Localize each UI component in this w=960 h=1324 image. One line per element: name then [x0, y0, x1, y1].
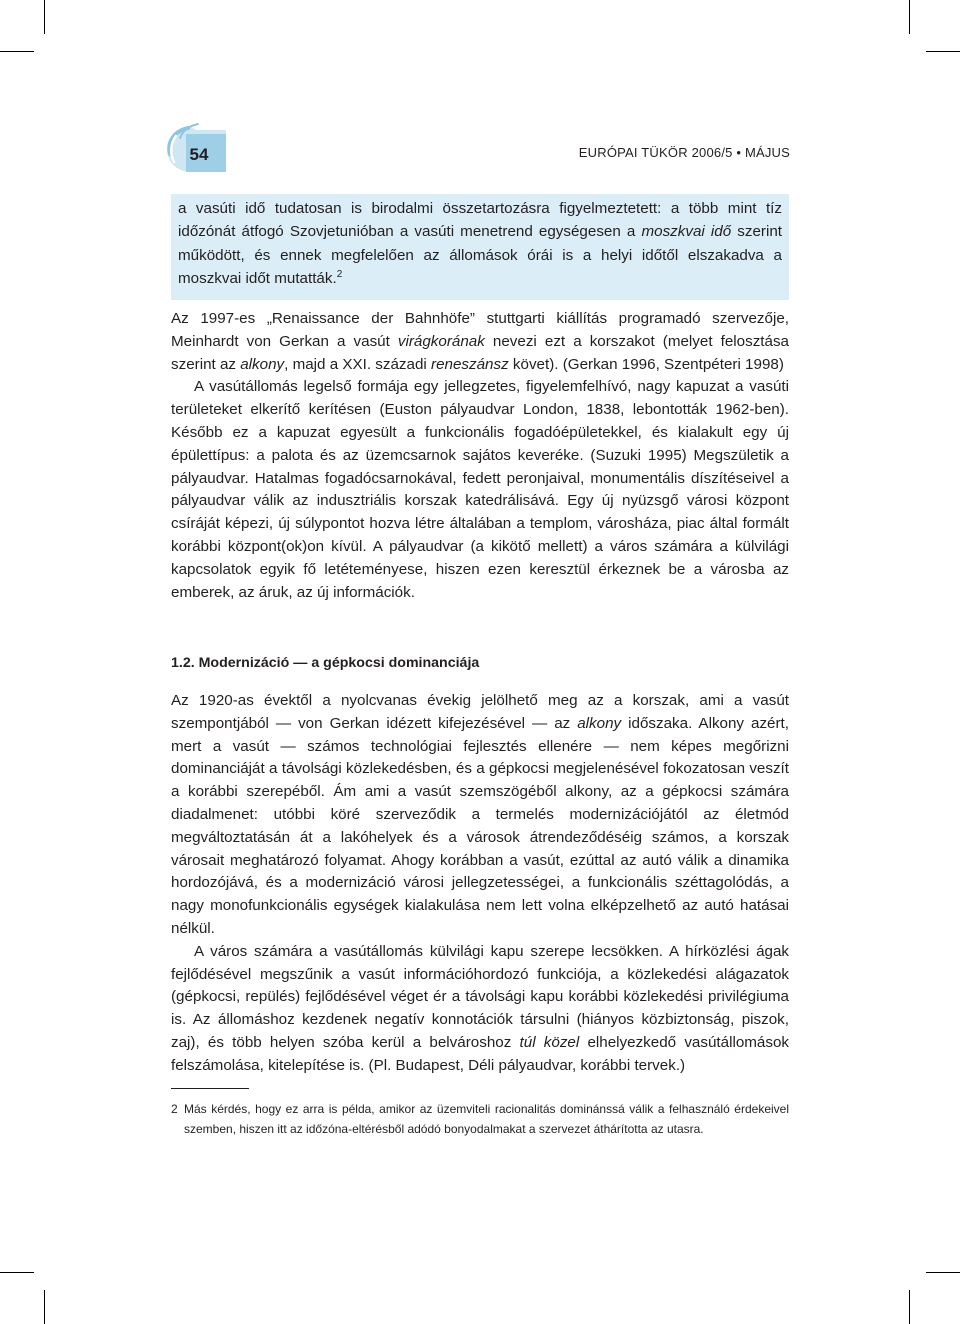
- crop-mark: [909, 0, 910, 34]
- text-block-1: [171, 308, 789, 604]
- crop-mark: [44, 1290, 45, 1324]
- section-heading: 1.2. Modernizáció — a gépkocsi dominanciája: [171, 655, 480, 671]
- footnote: [171, 1100, 789, 1139]
- crop-mark: [926, 51, 960, 52]
- crop-mark: [909, 1290, 910, 1324]
- italic-term: túl közel: [519, 1033, 580, 1051]
- crop-mark: [0, 51, 34, 52]
- paragraph: Az 1920-as évektől a nyolcvanas évekig jelölhető meg az a korszak, ami a vasút szempontjából — von Gerkan idézett kifejezésével — az alkony időszaka. Alkony azért, mert a vasút — számos technológiai fejlesztés ellenére — nem képes megőrizni dominanciáját a távolsági közlekedésben, és a gépkocsi megjelenésével fokozatosan veszít a korábbi szerepéből. Ám ami a vasút szemszögéből alkony, az a gépkocsi számára diadalmenet: utóbbi köré szerveződik a termelés modernizációjától az életmód megváltoztatásán át a lakóhelyek és a városok átrendeződéséig számos, a korszak városait meghatározó folyamat. Ahogy korábban a vasút, ezúttal az autó válik a dinamika hordozójává, és a modernizáció városi jellegzetességei, a funkcionális széttagolódás, a nagy monofunkcionális egységek kialakulása nem lett volna elképzelhető az autó hatásai nélkül.: [171, 692, 789, 937]
- italic-term: virágkorának: [397, 332, 485, 350]
- page-header: [162, 122, 790, 174]
- callout-paragraph: a vasúti idő tudatosan is birodalmi összetartozásra figyelmeztetett: a több mint tíz időzónát átfogó Szovjetunióban a vasúti menetrend egységesen a moszkvai idő szerint működött, és ennek megfelelően az állomások órái is a helyi időtől elszakadva a moszkvai időt mutatták.$^2$: [178, 200, 783, 287]
- paragraph: A vasútállomás legelső formája egy jellegzetes, figyelemfelhívó, nagy kapuzat a vasúti területeket elkerítő kerítésen (Euston pályaudvar London, 1838, lebontották 1962-ben). Később ez a kapuzat egyesült a funkcionális fogadóépületekkel, és kialakult egy új épülettípus: a palota és az üzemcsarnok sajátos keveréke. (Suzuki 1995) Megszületik a pályaudvar. Hatalmas fogadócsarnokával, fedett peronjaival, monumentális díszítéseivel a pályaudvar válik az indusztriális korszak katedrálisává. Egy új nyüzsgő városi központ csíráját képezi, új súlypontot hozva létre általában a templom, városháza, piac által formált korábbi központ(ok)on kívül. A pályaudvar (a kikötő mellett) a város számára a külvilági kapcsolatok egyik fő letéteményese, hiszen ezen keresztül érkeznek be a városba az emberek, az áruk, az új információk.: [171, 378, 789, 601]
- footnote-text: Más kérdés, hogy ez arra is példa, amikor az üzemviteli racionalitás dominánssá válik a felhasználó érdekeivel szemben, hiszen itt az időzóna-eltérésből adódó bonyodalmakat a szervezet áthárította az utasra.: [184, 1102, 789, 1136]
- page-number-badge: [162, 128, 226, 168]
- highlight-box: [171, 194, 789, 300]
- page-number: 54: [189, 145, 209, 164]
- footnote-number: 2: [171, 1102, 178, 1116]
- crop-mark: [0, 1272, 34, 1273]
- crop-mark: [926, 1272, 960, 1273]
- italic-term: moszkvai idő: [641, 223, 732, 241]
- footnote-divider: [171, 1088, 249, 1089]
- italic-term: alkony: [577, 714, 622, 732]
- italic-term: reneszánsz: [431, 355, 509, 373]
- crop-mark: [44, 0, 45, 34]
- paragraph: Az 1997-es „Renaissance der Bahnhöfe” stuttgarti kiállítás programadó szervezője, Meinhardt von Gerkan a vasút virágkorának nevezi ezt a korszakot (melyet felosztása szerint az alkony, majd a XXI. századi reneszánsz követ). (Gerkan 1996, Szentpéteri 1998): [171, 310, 789, 373]
- text-block-2: [171, 690, 789, 1078]
- footnote-ref: 2: [336, 268, 343, 280]
- running-head: EURÓPAI TÜKÖR 2006/5 • MÁJUS: [578, 145, 790, 160]
- paragraph: A város számára a vasútállomás külvilági kapu szerepe lecsökken. A hírközlési ágak fejlődésével megszűnik a vasút információhordozó funkciója, a közlekedési alágazatok (gépkocsi, repülés) fejlődésével véget ér a távolsági kapu korábbi közlekedési privilégiuma is. Az állomáshoz kezdenek negatív konnotációk társulni (hiányos közbiztonság, piszok, zaj), és több helyen szóba kerül a belvároshoz túl közel elhelyezkedő vasútállomások felszámolása, kitelepítése is. (Pl. Budapest, Déli pályaudvar, korábbi tervek.): [171, 942, 790, 1074]
- italic-term: alkony: [240, 355, 285, 373]
